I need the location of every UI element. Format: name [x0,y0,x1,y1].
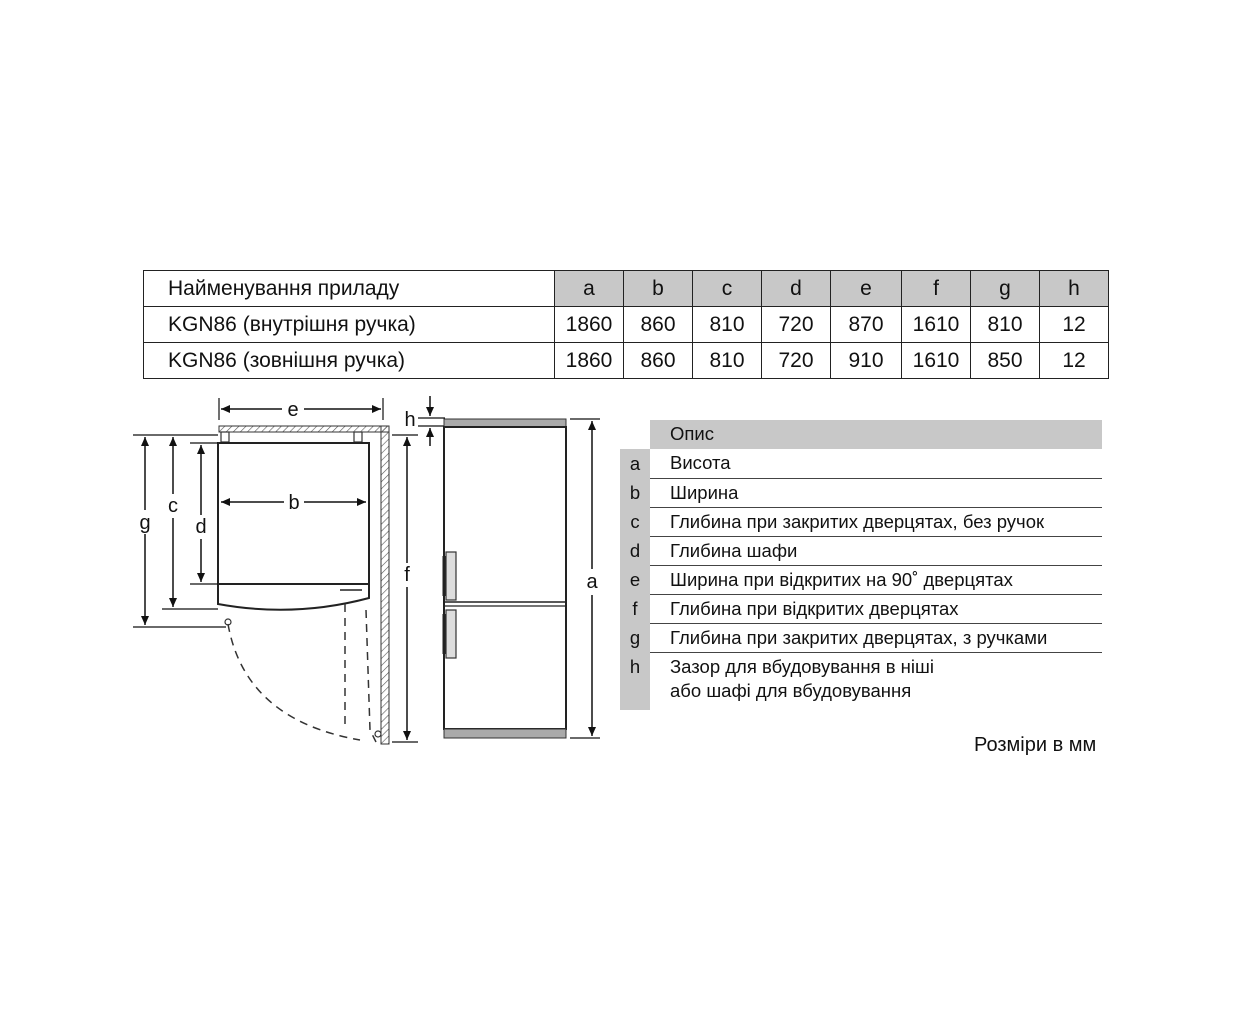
description-header: Опис [650,420,1102,449]
value-b: 860 [624,307,693,343]
value-h: 12 [1040,307,1109,343]
value-h: 12 [1040,343,1109,379]
label-d: d [195,516,207,538]
description-text: Висота [650,449,1102,478]
value-c: 810 [693,307,762,343]
label-b: b [288,492,300,514]
description-text-line1: Зазор для вбудовування в ніші [670,655,934,677]
label-c: c [168,495,178,517]
header-letter-cell [620,420,650,449]
label-f: f [404,564,410,586]
label-e: e [287,399,299,421]
list-item [620,594,1102,623]
model-name: KGN86 (зовнішня ручка) [144,343,555,379]
description-text: Ширина [650,478,1102,507]
model-name: KGN86 (внутрішня ручка) [144,307,555,343]
list-item [620,478,1102,507]
value-d: 720 [762,307,831,343]
column-header-g: g [971,271,1040,307]
description-letter: f [620,594,650,623]
description-letter: d [620,536,650,565]
value-a: 1860 [555,343,624,379]
value-f: 1610 [902,307,971,343]
description-letter: c [620,507,650,536]
list-item [620,536,1102,565]
value-e: 870 [831,307,902,343]
description-letter: b [620,478,650,507]
column-header-d: d [762,271,831,307]
list-item [620,623,1102,652]
value-e: 910 [831,343,902,379]
description-text-line2: або шафі для вбудовування [670,679,912,701]
column-header-b: b [624,271,693,307]
label-h: h [404,409,416,431]
description-text: Глибина шафи [650,536,1102,565]
description-letter: h [620,652,650,710]
list-item [620,565,1102,594]
list-item [620,507,1102,536]
column-header-c: c [693,271,762,307]
description-text: Глибина при відкритих дверцятах [650,594,1102,623]
column-header-e: e [831,271,902,307]
value-d: 720 [762,343,831,379]
description-table [620,420,1102,710]
value-f: 1610 [902,343,971,379]
value-a: 1860 [555,307,624,343]
description-text: Ширина при відкритих на 90˚ дверцятах [650,565,1102,594]
column-header-f: f [902,271,971,307]
value-g: 850 [971,343,1040,379]
description-text: Глибина при закритих дверцятах, з ручками [650,623,1102,652]
description-header-row [620,420,1102,449]
value-c: 810 [693,343,762,379]
value-b: 860 [624,343,693,379]
list-item [620,449,1102,478]
label-g: g [139,512,151,534]
description-text-multiline [650,652,1102,710]
description-text: Глибина при закритих дверцятах, без ручок [650,507,1102,536]
top-view-drawing [133,398,418,744]
column-header-a: a [555,271,624,307]
label-a: a [586,571,598,593]
description-letter: a [620,449,650,478]
list-item [620,652,1102,710]
front-view-drawing [404,396,602,738]
description-letter: e [620,565,650,594]
column-header-h: h [1040,271,1109,307]
appliance-name-header: Найменування приладу [144,271,555,307]
value-g: 810 [971,307,1040,343]
units-note: Розміри в мм [974,734,1097,756]
description-letter: g [620,623,650,652]
